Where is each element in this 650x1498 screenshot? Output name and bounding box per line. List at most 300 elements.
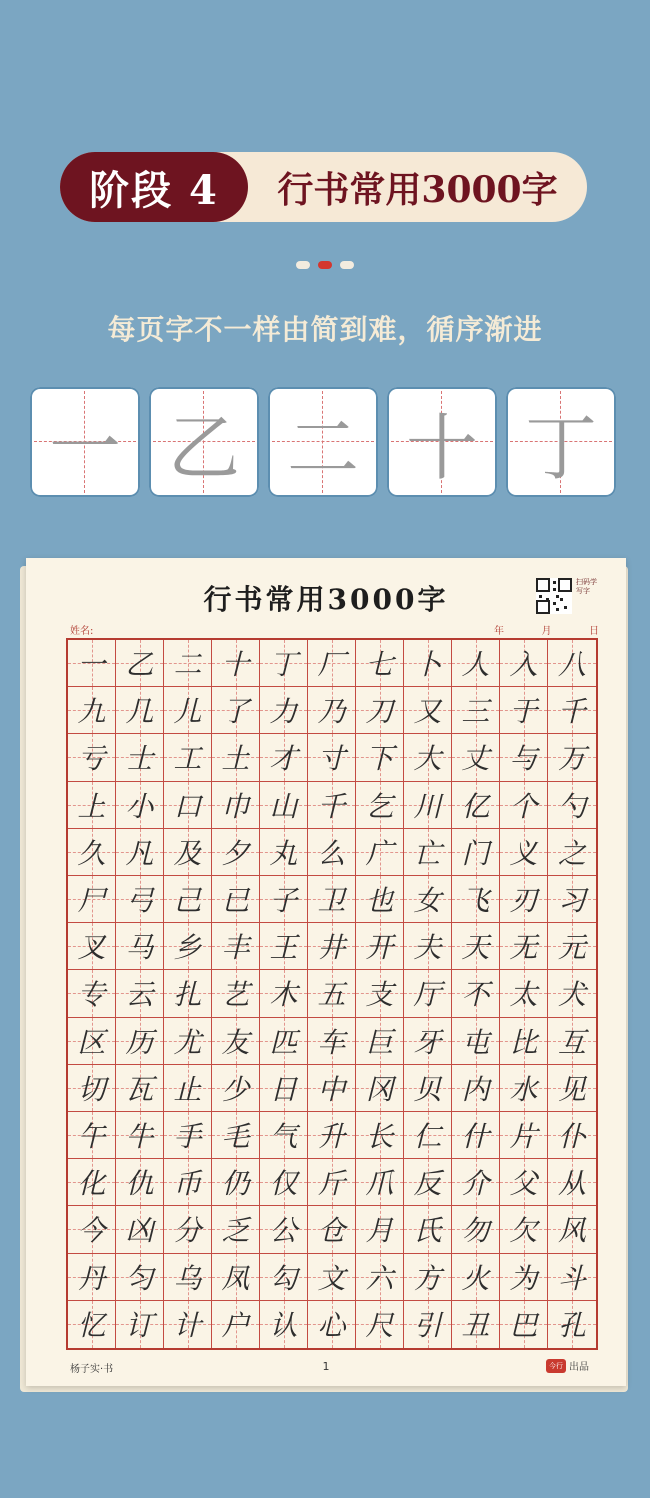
grid-cell — [500, 1018, 548, 1065]
grid-cell — [452, 640, 500, 687]
grid-character: 支 — [365, 978, 394, 1012]
grid-character: 之 — [557, 836, 586, 870]
grid-cell — [404, 876, 452, 923]
grid-cell — [260, 1159, 308, 1206]
grid-character: 月 — [365, 1214, 394, 1248]
grid-character: 五 — [317, 978, 346, 1012]
grid-cell — [452, 687, 500, 734]
grid-character: 叉 — [77, 931, 106, 965]
grid-cell — [116, 782, 164, 829]
sample-tile — [506, 387, 616, 497]
grid-cell — [356, 1112, 404, 1159]
author-credit: 杨子实·书 — [70, 1364, 114, 1375]
sample-tile — [149, 387, 259, 497]
grid-cell — [548, 687, 596, 734]
grid-character: 亏 — [77, 742, 106, 776]
grid-cell — [548, 970, 596, 1017]
grid-character: 风 — [557, 1214, 586, 1248]
grid-character: 户 — [221, 1309, 250, 1343]
grid-character: 七 — [365, 648, 394, 682]
grid-cell — [68, 1159, 116, 1206]
grid-character: 丹 — [77, 1261, 106, 1295]
grid-cell — [404, 687, 452, 734]
grid-cell — [404, 1301, 452, 1348]
grid-character: 开 — [365, 931, 394, 965]
grid-cell — [548, 876, 596, 923]
grid-cell — [548, 1018, 596, 1065]
grid-cell — [452, 970, 500, 1017]
grid-character: 了 — [221, 695, 250, 729]
grid-cell — [308, 923, 356, 970]
grid-character: 一 — [77, 648, 106, 682]
grid-character: 仍 — [221, 1167, 250, 1201]
grid-cell — [212, 1112, 260, 1159]
grid-cell — [116, 1112, 164, 1159]
grid-cell — [164, 876, 212, 923]
grid-cell — [308, 1206, 356, 1253]
sheet-title: 行书常用3000字 — [203, 583, 449, 616]
grid-character: 二 — [173, 648, 202, 682]
grid-character: 从 — [557, 1167, 586, 1201]
grid-character: 及 — [173, 836, 202, 870]
grid-character: 乙 — [125, 648, 154, 682]
grid-character: 牛 — [125, 1120, 154, 1154]
grid-cell — [260, 734, 308, 781]
grid-cell — [260, 1018, 308, 1065]
grid-cell — [164, 782, 212, 829]
grid-cell — [404, 734, 452, 781]
grid-cell — [404, 640, 452, 687]
grid-cell — [500, 782, 548, 829]
grid-character: 仅 — [269, 1167, 298, 1201]
grid-character: 日 — [269, 1072, 298, 1106]
grid-cell — [260, 1301, 308, 1348]
grid-cell — [116, 1301, 164, 1348]
stage-title: 行书常用3000字 — [277, 168, 558, 211]
grid-character: 木 — [269, 978, 298, 1012]
grid-cell — [308, 1254, 356, 1301]
date-labels — [494, 622, 599, 637]
grid-character: 分 — [173, 1214, 202, 1248]
grid-character: 屯 — [461, 1025, 490, 1059]
grid-character: 贝 — [413, 1072, 442, 1106]
grid-cell — [356, 970, 404, 1017]
year-label: 年 — [494, 626, 504, 637]
grid-character: 气 — [269, 1120, 298, 1154]
grid-character: 见 — [557, 1072, 586, 1106]
grid-cell — [212, 1254, 260, 1301]
grid-character: 习 — [557, 884, 586, 918]
grid-character: 子 — [269, 884, 298, 918]
grid-cell — [404, 1159, 452, 1206]
grid-character: 忆 — [77, 1309, 106, 1343]
grid-cell — [452, 829, 500, 876]
grid-character: 手 — [173, 1120, 202, 1154]
grid-cell — [212, 1206, 260, 1253]
grid-character: 门 — [461, 836, 490, 870]
grid-character: 刃 — [509, 884, 538, 918]
grid-character: 上 — [77, 789, 106, 823]
grid-character: 爪 — [365, 1167, 394, 1201]
grid-character: 匀 — [125, 1261, 154, 1295]
grid-character: 区 — [77, 1025, 106, 1059]
grid-cell — [452, 1112, 500, 1159]
grid-character: 土 — [221, 742, 250, 776]
grid-cell — [308, 687, 356, 734]
grid-character: 专 — [77, 978, 106, 1012]
grid-cell — [164, 1254, 212, 1301]
page-number: 1 — [322, 1360, 330, 1373]
publisher-mark — [546, 1358, 589, 1373]
sample-character: 乙 — [167, 406, 240, 490]
grid-cell — [116, 1018, 164, 1065]
grid-character: 凤 — [221, 1261, 250, 1295]
practice-grid — [66, 638, 598, 1350]
grid-character: 小 — [125, 789, 154, 823]
grid-cell — [116, 876, 164, 923]
grid-cell — [548, 1254, 596, 1301]
carousel-indicator[interactable] — [0, 261, 650, 269]
grid-cell — [164, 1112, 212, 1159]
day-label: 日 — [589, 626, 599, 637]
grid-cell — [500, 829, 548, 876]
grid-cell — [164, 923, 212, 970]
grid-character: 云 — [125, 978, 154, 1012]
grid-cell — [548, 1112, 596, 1159]
grid-cell — [500, 734, 548, 781]
grid-cell — [116, 640, 164, 687]
grid-cell — [212, 829, 260, 876]
grid-character: 天 — [461, 931, 490, 965]
grid-cell — [356, 1301, 404, 1348]
grid-cell — [212, 970, 260, 1017]
grid-character: 亿 — [461, 789, 490, 823]
grid-character: 又 — [413, 695, 442, 729]
grid-cell — [548, 734, 596, 781]
grid-character: 孔 — [557, 1309, 586, 1343]
grid-character: 牙 — [413, 1025, 442, 1059]
grid-character: 寸 — [317, 742, 346, 776]
sample-character: 丁 — [524, 406, 597, 490]
grid-character: 丰 — [221, 931, 250, 965]
grid-character: 也 — [365, 884, 394, 918]
grid-character: 认 — [269, 1309, 298, 1343]
grid-character: 于 — [509, 695, 538, 729]
stage-label: 阶段 4 — [60, 152, 248, 222]
grid-character: 艺 — [221, 978, 250, 1012]
grid-character: 化 — [77, 1167, 106, 1201]
grid-character: 方 — [413, 1261, 442, 1295]
carousel-dot[interactable] — [296, 261, 310, 269]
grid-cell — [500, 1206, 548, 1253]
grid-cell — [68, 1301, 116, 1348]
grid-cell — [500, 1254, 548, 1301]
grid-cell — [404, 1254, 452, 1301]
sample-character: 一 — [48, 406, 121, 490]
grid-character: 几 — [125, 695, 154, 729]
grid-cell — [260, 970, 308, 1017]
grid-cell — [404, 1206, 452, 1253]
grid-character: 士 — [125, 742, 154, 776]
grid-cell — [68, 782, 116, 829]
grid-cell — [68, 1018, 116, 1065]
grid-cell — [116, 923, 164, 970]
grid-cell — [452, 876, 500, 923]
grid-character: 水 — [509, 1072, 538, 1106]
grid-cell — [164, 1018, 212, 1065]
grid-character: 久 — [77, 836, 106, 870]
grid-character: 斤 — [317, 1167, 346, 1201]
sample-tile — [30, 387, 140, 497]
grid-character: 工 — [173, 742, 202, 776]
grid-character: 个 — [509, 789, 538, 823]
grid-character: 匹 — [269, 1025, 298, 1059]
grid-character: 比 — [509, 1025, 538, 1059]
grid-character: 毛 — [221, 1120, 250, 1154]
grid-character: 元 — [557, 931, 586, 965]
grid-cell — [164, 829, 212, 876]
grid-character: 今 — [77, 1214, 106, 1248]
grid-cell — [260, 687, 308, 734]
grid-character: 尸 — [77, 884, 106, 918]
grid-cell — [116, 1254, 164, 1301]
grid-character: 公 — [269, 1214, 298, 1248]
grid-cell — [452, 1206, 500, 1253]
grid-character: 凡 — [125, 836, 154, 870]
grid-character: 片 — [509, 1120, 538, 1154]
grid-character: 乏 — [221, 1214, 250, 1248]
grid-character: 勾 — [269, 1261, 298, 1295]
grid-cell — [116, 687, 164, 734]
qr-code-icon — [536, 578, 572, 614]
grid-cell — [404, 1112, 452, 1159]
grid-character: 乃 — [317, 695, 346, 729]
grid-character: 才 — [269, 742, 298, 776]
grid-character: 仓 — [317, 1214, 346, 1248]
grid-character: 乡 — [173, 931, 202, 965]
carousel-dot[interactable] — [340, 261, 354, 269]
grid-cell — [356, 687, 404, 734]
grid-cell — [404, 829, 452, 876]
grid-cell — [452, 782, 500, 829]
sample-character: 十 — [405, 406, 478, 490]
grid-character: 夕 — [221, 836, 250, 870]
grid-character: 丸 — [269, 836, 298, 870]
grid-character: 午 — [77, 1120, 106, 1154]
grid-character: 币 — [173, 1167, 202, 1201]
grid-character: 引 — [413, 1309, 442, 1343]
grid-character: 十 — [221, 648, 250, 682]
grid-character: 飞 — [461, 884, 490, 918]
grid-cell — [308, 1301, 356, 1348]
grid-cell — [500, 1159, 548, 1206]
grid-cell — [356, 1159, 404, 1206]
grid-cell — [356, 1018, 404, 1065]
grid-cell — [500, 923, 548, 970]
grid-cell — [260, 1112, 308, 1159]
grid-cell — [548, 923, 596, 970]
grid-character: 入 — [509, 648, 538, 682]
grid-cell — [452, 1018, 500, 1065]
grid-cell — [164, 1159, 212, 1206]
grid-character: 扎 — [173, 978, 202, 1012]
grid-cell — [164, 640, 212, 687]
grid-character: 丑 — [461, 1309, 490, 1343]
grid-cell — [548, 1206, 596, 1253]
grid-character: 尤 — [173, 1025, 202, 1059]
grid-cell — [212, 1159, 260, 1206]
grid-cell — [212, 782, 260, 829]
grid-cell — [308, 782, 356, 829]
grid-character: 犬 — [557, 978, 586, 1012]
grid-character: 义 — [509, 836, 538, 870]
grid-character: 升 — [317, 1120, 346, 1154]
grid-character: 勺 — [557, 789, 586, 823]
grid-character: 什 — [461, 1120, 490, 1154]
grid-cell — [452, 1301, 500, 1348]
grid-cell — [356, 829, 404, 876]
practice-sheet — [26, 558, 626, 1386]
grid-character: 己 — [173, 884, 202, 918]
grid-cell — [68, 734, 116, 781]
grid-character: 互 — [557, 1025, 586, 1059]
grid-cell — [452, 1254, 500, 1301]
grid-character: 弓 — [125, 884, 154, 918]
sample-character: 二 — [286, 406, 359, 490]
grid-cell — [68, 1206, 116, 1253]
grid-cell — [68, 1254, 116, 1301]
grid-cell — [548, 640, 596, 687]
grid-character: 勿 — [461, 1214, 490, 1248]
grid-character: 口 — [173, 789, 202, 823]
grid-cell — [308, 829, 356, 876]
grid-character: 卫 — [317, 884, 346, 918]
grid-character: 友 — [221, 1025, 250, 1059]
grid-character: 已 — [221, 884, 250, 918]
name-label: 姓名: — [70, 626, 94, 637]
grid-cell — [356, 923, 404, 970]
grid-character: 欠 — [509, 1214, 538, 1248]
grid-character: 瓦 — [125, 1072, 154, 1106]
grid-character: 介 — [461, 1167, 490, 1201]
sample-characters — [30, 387, 620, 497]
grid-cell — [308, 1159, 356, 1206]
grid-character: 反 — [413, 1167, 442, 1201]
grid-character: 么 — [317, 836, 346, 870]
grid-character: 冈 — [365, 1072, 394, 1106]
grid-character: 巨 — [365, 1025, 394, 1059]
grid-character: 卜 — [413, 648, 442, 682]
grid-character: 车 — [317, 1025, 346, 1059]
grid-cell — [404, 970, 452, 1017]
grid-cell — [212, 923, 260, 970]
grid-character: 厅 — [413, 978, 442, 1012]
grid-character: 历 — [125, 1025, 154, 1059]
grid-cell — [212, 734, 260, 781]
grid-cell — [116, 829, 164, 876]
grid-cell — [452, 734, 500, 781]
grid-cell — [548, 782, 596, 829]
grid-cell — [500, 970, 548, 1017]
grid-character: 仆 — [557, 1120, 586, 1154]
grid-character: 八 — [557, 648, 586, 682]
grid-cell — [404, 1018, 452, 1065]
grid-cell — [164, 734, 212, 781]
grid-cell — [308, 640, 356, 687]
grid-cell — [356, 876, 404, 923]
grid-cell — [308, 876, 356, 923]
grid-cell — [356, 782, 404, 829]
publisher-suffix: 出品 — [569, 1362, 589, 1373]
grid-character: 太 — [509, 978, 538, 1012]
grid-character: 少 — [221, 1072, 250, 1106]
publisher-seal: 今行 — [546, 1359, 566, 1373]
grid-cell — [356, 734, 404, 781]
grid-cell — [116, 1206, 164, 1253]
grid-cell — [260, 829, 308, 876]
grid-cell — [212, 1065, 260, 1112]
grid-cell — [68, 923, 116, 970]
grid-cell — [68, 1112, 116, 1159]
grid-cell — [404, 1065, 452, 1112]
grid-character: 厂 — [317, 648, 346, 682]
grid-cell — [164, 970, 212, 1017]
grid-character: 尺 — [365, 1309, 394, 1343]
grid-character: 大 — [413, 742, 442, 776]
grid-cell — [308, 734, 356, 781]
grid-cell — [452, 1065, 500, 1112]
grid-character: 无 — [509, 931, 538, 965]
grid-character: 巴 — [509, 1309, 538, 1343]
grid-cell — [548, 1065, 596, 1112]
grid-character: 乌 — [173, 1261, 202, 1295]
grid-character: 井 — [317, 931, 346, 965]
grid-cell — [548, 1159, 596, 1206]
grid-cell — [260, 876, 308, 923]
grid-character: 父 — [509, 1167, 538, 1201]
grid-cell — [356, 1206, 404, 1253]
grid-character: 三 — [461, 695, 490, 729]
grid-character: 丈 — [461, 742, 490, 776]
grid-cell — [212, 1301, 260, 1348]
grid-character: 九 — [77, 695, 106, 729]
grid-cell — [116, 1065, 164, 1112]
grid-cell — [356, 1065, 404, 1112]
grid-character: 六 — [365, 1261, 394, 1295]
grid-cell — [452, 923, 500, 970]
grid-cell — [68, 970, 116, 1017]
grid-cell — [308, 1018, 356, 1065]
grid-cell — [260, 1065, 308, 1112]
grid-cell — [356, 1254, 404, 1301]
grid-character: 与 — [509, 742, 538, 776]
grid-cell — [68, 640, 116, 687]
grid-cell — [68, 687, 116, 734]
grid-cell — [116, 734, 164, 781]
grid-cell — [452, 1159, 500, 1206]
grid-cell — [260, 1206, 308, 1253]
grid-character: 山 — [269, 789, 298, 823]
grid-cell — [308, 1065, 356, 1112]
grid-character: 人 — [461, 648, 490, 682]
grid-cell — [116, 1159, 164, 1206]
carousel-dot[interactable] — [318, 261, 332, 269]
grid-character: 乞 — [365, 789, 394, 823]
grid-cell — [68, 1065, 116, 1112]
grid-cell — [68, 876, 116, 923]
grid-character: 斗 — [557, 1261, 586, 1295]
grid-cell — [308, 970, 356, 1017]
